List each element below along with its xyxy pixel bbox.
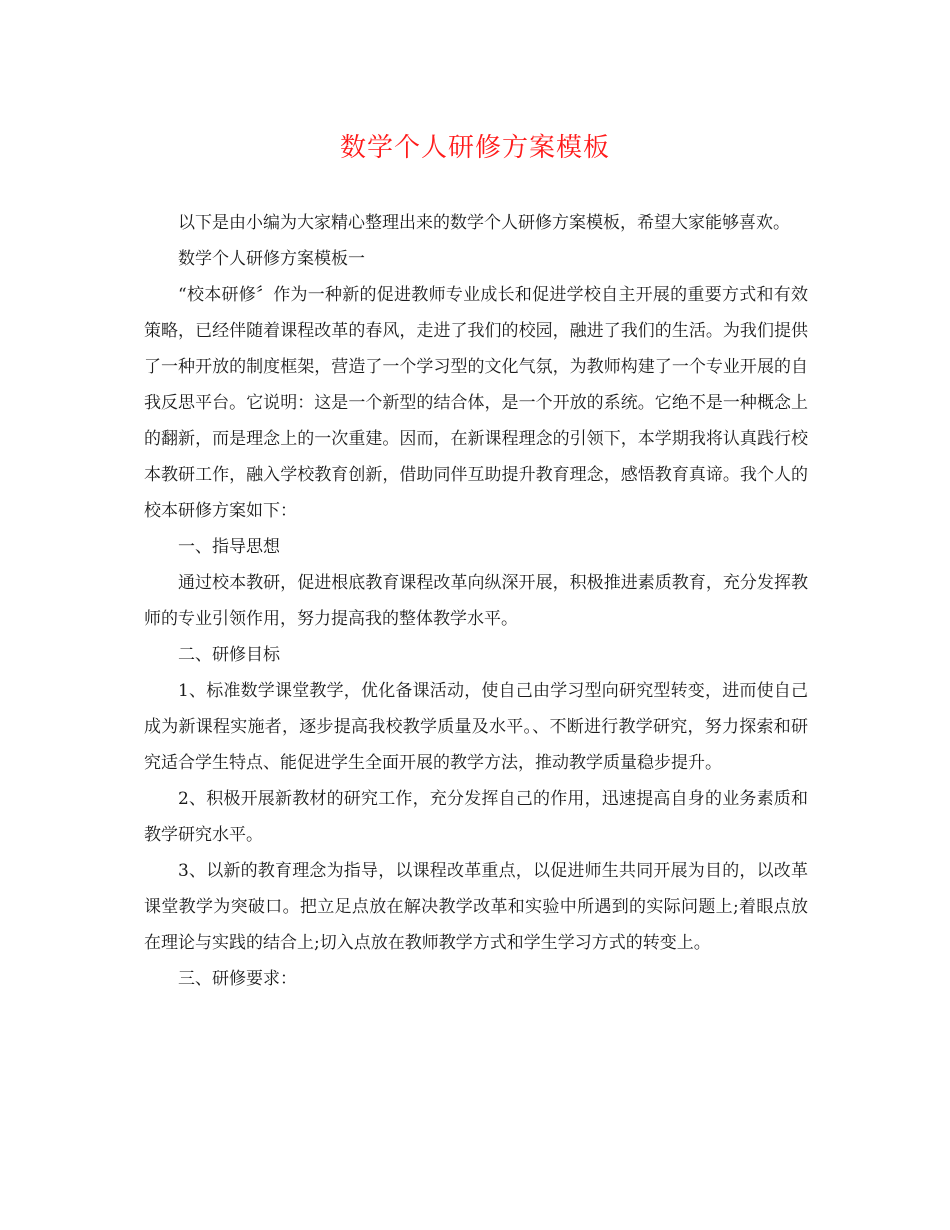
research-requirements-heading: 三、研修要求： xyxy=(178,969,297,989)
document-title: 数学个人研修方案模板 xyxy=(339,133,610,163)
intro-paragraph: 以下是由小编为大家精心整理出来的数学个人研修方案模板，希望大家能够喜欢。 xyxy=(178,213,790,233)
goal-item-2: 2、积极开展新教材的研究工作，充分发挥自己的作用，迅速提高自身的业务素质和教学研究水平。 xyxy=(144,789,808,845)
document-body xyxy=(144,205,808,997)
goal-item-3: 3、以新的教育理念为指导，以课程改革重点，以促进师生共同开展为目的，以改革课堂教学为突破口。把立足点放在解决教学改革和实验中所遇到的实际问题上;着眼点放在理论与实践的结合上;切入点放在教师教学方式和学生学习方式的转变上。 xyxy=(144,861,808,953)
research-goals-heading: 二、研修目标 xyxy=(178,645,280,665)
goal-item-1: 1、标准数学课堂教学，优化备课活动，使自己由学习型向研究型转变，进而使自己成为新课程实施者，逐步提高我校教学质量及水平。、不断进行教学研究，努力探索和研究适合学生特点、能促进学生全面开展的教学方法，推动教学质量稳步提升。 xyxy=(144,681,808,773)
school-based-research-paragraph: “校本研修〞作为一种新的促进教师专业成长和促进学校自主开展的重要方式和有效策略，已经伴随着课程改革的春风，走进了我们的校园，融进了我们的生活。为我们提供了一种开放的制度框架，营造了一个学习型的文化气氛，为教师构建了一个专业开展的自我反思平台。它说明：这是一个新型的结合体，是一个开放的系统。它绝不是一种概念上的翻新，而是理念上的一次重建。因而，在新课程理念的引领下，本学期我将认真践行校本教研工作，融入学校教育创新，借助同伴互助提升教育理念，感悟教育真谛。我个人的校本研修方案如下： xyxy=(144,285,808,521)
template-one-heading: 数学个人研修方案模板一 xyxy=(178,249,365,269)
guiding-ideology-heading: 一、指导思想 xyxy=(178,537,280,557)
guiding-ideology-paragraph: 通过校本教研，促进根底教育课程改革向纵深开展，积极推进素质教育，充分发挥教师的专业引领作用，努力提高我的整体教学水平。 xyxy=(144,573,808,629)
